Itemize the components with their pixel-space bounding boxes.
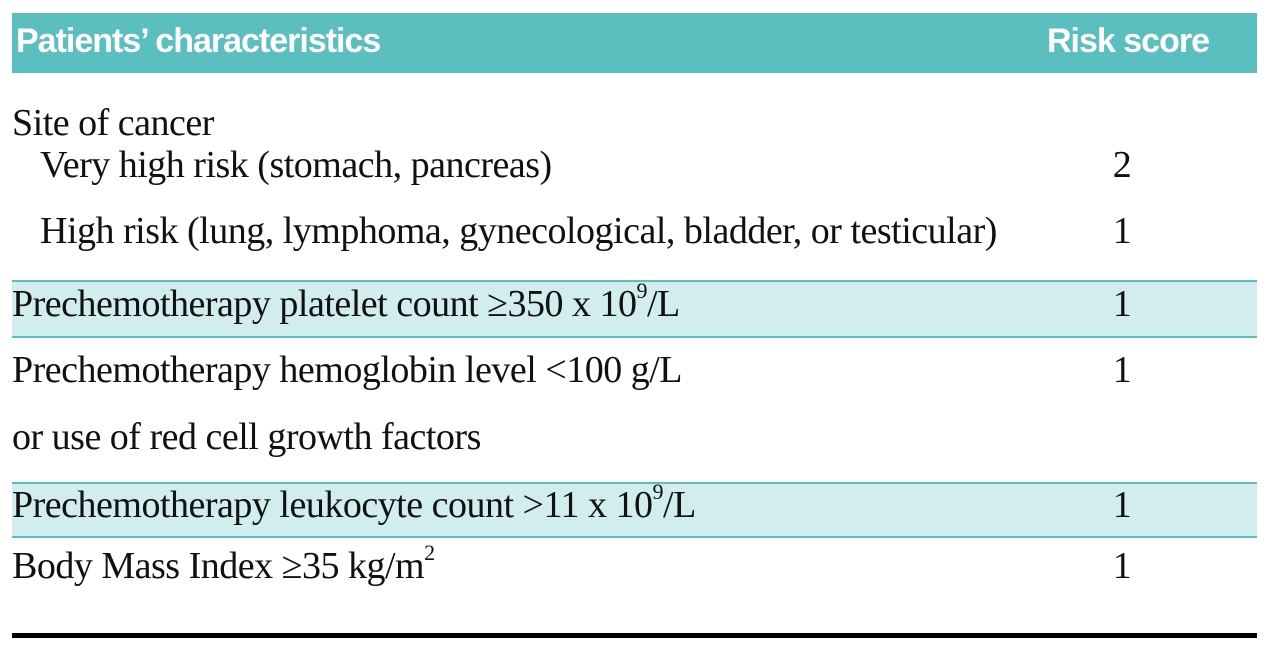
table-bottom-rule [12,633,1257,638]
table-row [12,405,1257,482]
row-score: 1 [1112,210,1132,252]
column-header-characteristics: Patients’ characteristics [16,22,381,60]
row-label: Very high risk (stomach, pancreas) [40,144,552,186]
row-label: Body Mass Index ≥35 $kg/m^2$ [12,540,435,587]
table-row [12,280,1257,338]
table-row [12,538,1257,604]
row-label: Site of cancer [12,102,214,144]
row-score: 2 [1112,144,1132,186]
row-label: High risk (lung, lymphoma, gynecological, bladder, or testicular) [40,210,997,252]
table-header [12,13,1257,73]
row-score: 1 [1112,349,1132,391]
risk-score-table [12,13,1257,604]
row-label: Prechemotherapy platelet count ≥350 x $10^9/L$ [12,278,680,325]
table-row [12,141,1257,209]
table-row [12,73,1257,144]
row-score: 1 [1112,484,1132,526]
column-header-risk-score: Risk score [1047,22,1209,60]
row-label: Prechemotherapy hemoglobin level <100 g/L [12,349,682,391]
table-row [12,209,1257,280]
row-label: Prechemotherapy leukocyte count >11 x $10^9/L$ [12,479,696,526]
row-score: 1 [1112,283,1132,325]
table-row [12,479,1257,538]
table-row [12,338,1257,405]
row-score: 1 [1112,545,1132,587]
row-label: or use of red cell growth factors [12,416,481,458]
